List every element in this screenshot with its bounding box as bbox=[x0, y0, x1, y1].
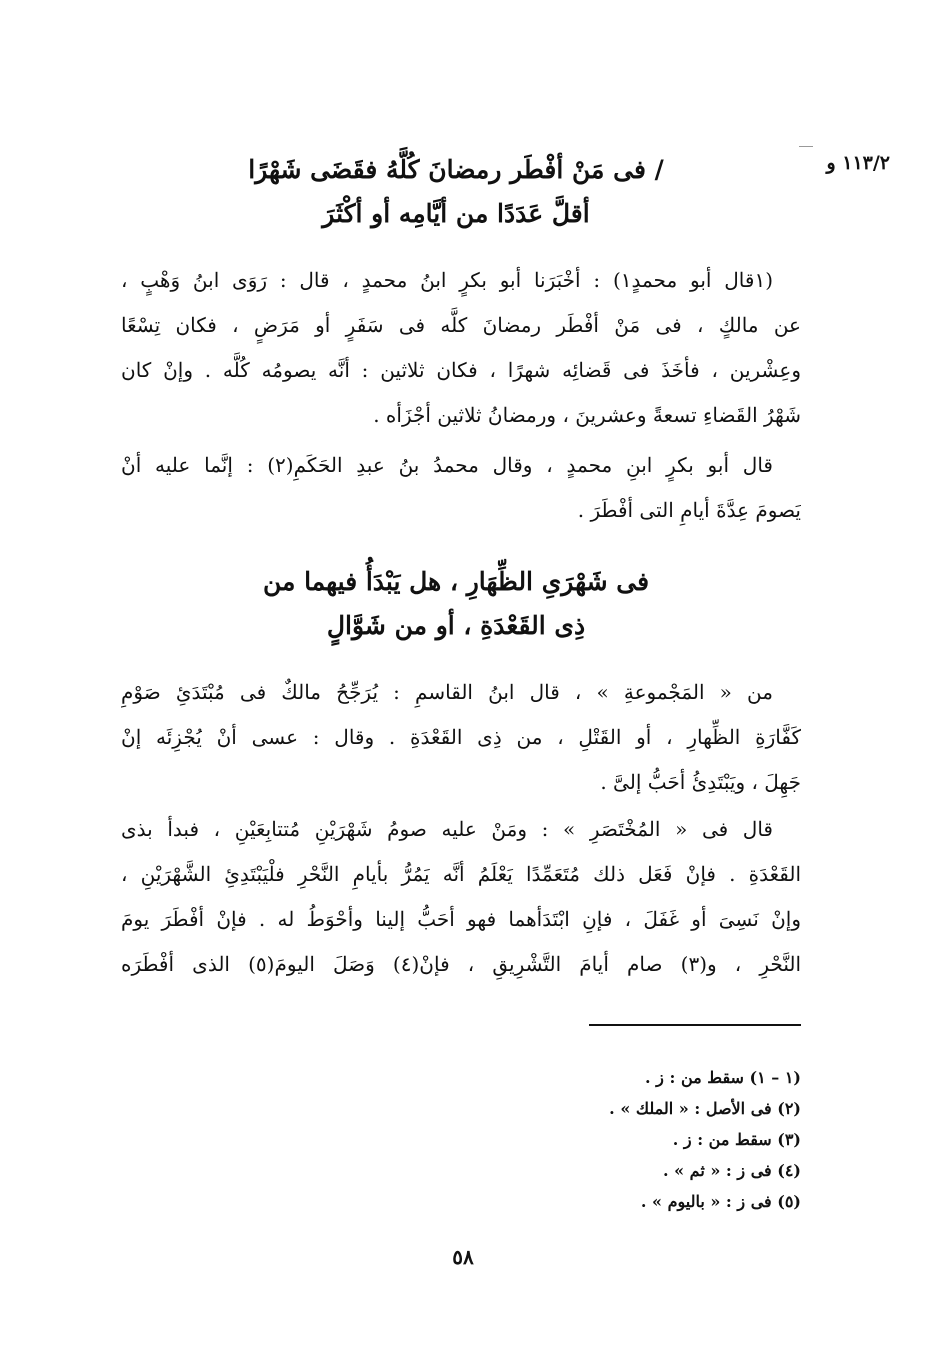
paragraph-1 bbox=[121, 258, 801, 438]
paragraph-4 bbox=[121, 807, 801, 987]
top-mark bbox=[799, 146, 813, 147]
section-heading-1-line-1: / فى مَنْ أفْطَر رمضانَ كُلَّهُ فقَضَى شَهْرًا bbox=[248, 155, 664, 184]
paragraph-4-line-3: وإنْ نَسِىَ أو غَفَلَ ، فإنِ ابْتَدَأهما فهو أحَبُّ إلينا وأحْوَطُ له . فإنْ أفْطَرَ يومَ bbox=[121, 907, 801, 931]
margin-folio-reference: ١١٣/٢ و bbox=[826, 152, 890, 174]
paragraph-1-line-1: (١قال أبو محمدٍ١) : أخْبَرَنا أبو بكرٍ ابنُ محمدٍ ، قال : رَوَى ابنُ وَهْبٍ ، bbox=[121, 268, 773, 292]
paragraph-3 bbox=[121, 670, 801, 805]
paragraph-4-line-4: النَّحْرِ ، و(٣) صام أيامَ التَّشْرِيقِ ، فإنْ(٤) وَصَلَ اليومَ(٥) الذى أفْطَرَه bbox=[121, 952, 801, 976]
footnote-5: (٥) فى ز : « باليوم » . bbox=[640, 1192, 801, 1211]
section-heading-2-line-1: فى شَهْرَىِ الظِّهَارِ ، هل يَبْدَأُ فيهما من bbox=[262, 567, 650, 596]
section-heading-1 bbox=[126, 148, 786, 236]
paragraph-3-line-3: جَهِلَ ، ويَبْتَدِئُ أحَبُّ إلىَّ . bbox=[600, 770, 801, 794]
paragraph-3-line-1: من « المَجْموعةِ » ، قال ابنُ القاسمِ : يُرَجِّحُ مالكٌ فى مُبْتَدَئِ صَوْمِ bbox=[121, 680, 773, 704]
section-heading-2-line-2: ذِى القَعْدَةِ ، أو من شَوَّالٍ bbox=[326, 611, 586, 640]
paragraph-1-line-4: شَهْرُ القَضاءِ تسعةً وعشرينَ ، ورمضانُ ثلاثين أجْزَأه . bbox=[373, 403, 801, 427]
section-heading-2 bbox=[126, 560, 786, 648]
footnote-2: (٢) فى الأصل : « الملك » . bbox=[609, 1099, 801, 1118]
footnote-3: (٣) سقط من : ز . bbox=[672, 1130, 801, 1149]
footnotes bbox=[401, 1062, 801, 1217]
paragraph-4-line-2: القَعْدَةِ . فإنْ فَعَل ذلك مُتَعَمِّدًا يَعْلَمُ أنَّه يَمُرُّ بأيامِ النَّحْرِ فلْيَبْتَدِئِ الشَّهْرَيْنِ ، bbox=[121, 862, 801, 886]
section-heading-1-line-2: أقلَّ عَدَدًا من أيَّامِه أو أكْثَرَ bbox=[322, 199, 590, 228]
paragraph-2 bbox=[121, 443, 801, 533]
paragraph-4-line-1: قال فى « المُخْتَصَرِ » : ومَنْ عليه صومُ شَهْرَيْنِ مُتتابِعَيْنِ ، فبدأ بذى bbox=[121, 817, 773, 841]
paragraph-2-line-2: يَصومَ عِدَّةَ أيامِ التى أفْطَرَ . bbox=[577, 498, 801, 522]
paragraph-2-line-1: قال أبو بكرٍ ابنِ محمدٍ ، وقال محمدُ بنُ عبدِ الحَكَمِ(٢) : إنَّما عليه أنْ bbox=[121, 453, 773, 477]
paragraph-1-line-2: عن مالكٍ ، فى مَنْ أفْطَر رمضانَ كلَّه فى سَفَرٍ أو مَرَضٍ ، فكان تِسْعًا bbox=[121, 313, 801, 337]
paragraph-3-line-2: كَفَّارَةِ الظِّهارِ ، أو القَتْلِ ، من ذِى القَعْدَةِ . وقال : عسى أنْ يُجْزِئَه إنْ bbox=[121, 725, 801, 749]
footnote-4: (٤) فى ز : « ثم » . bbox=[662, 1161, 801, 1180]
footnote-1: (١ – ١) سقط من : ز . bbox=[645, 1068, 801, 1087]
paragraph-1-line-3: وعِشْرين ، فأخَذَ فى قَضائِه شهرًا ، فكان ثلاثين : أنَّه يصومُه كُلَّه . وإنْ كان bbox=[121, 358, 801, 382]
footnote-divider bbox=[589, 1024, 801, 1026]
page-number: ٥٨ bbox=[452, 1245, 474, 1269]
